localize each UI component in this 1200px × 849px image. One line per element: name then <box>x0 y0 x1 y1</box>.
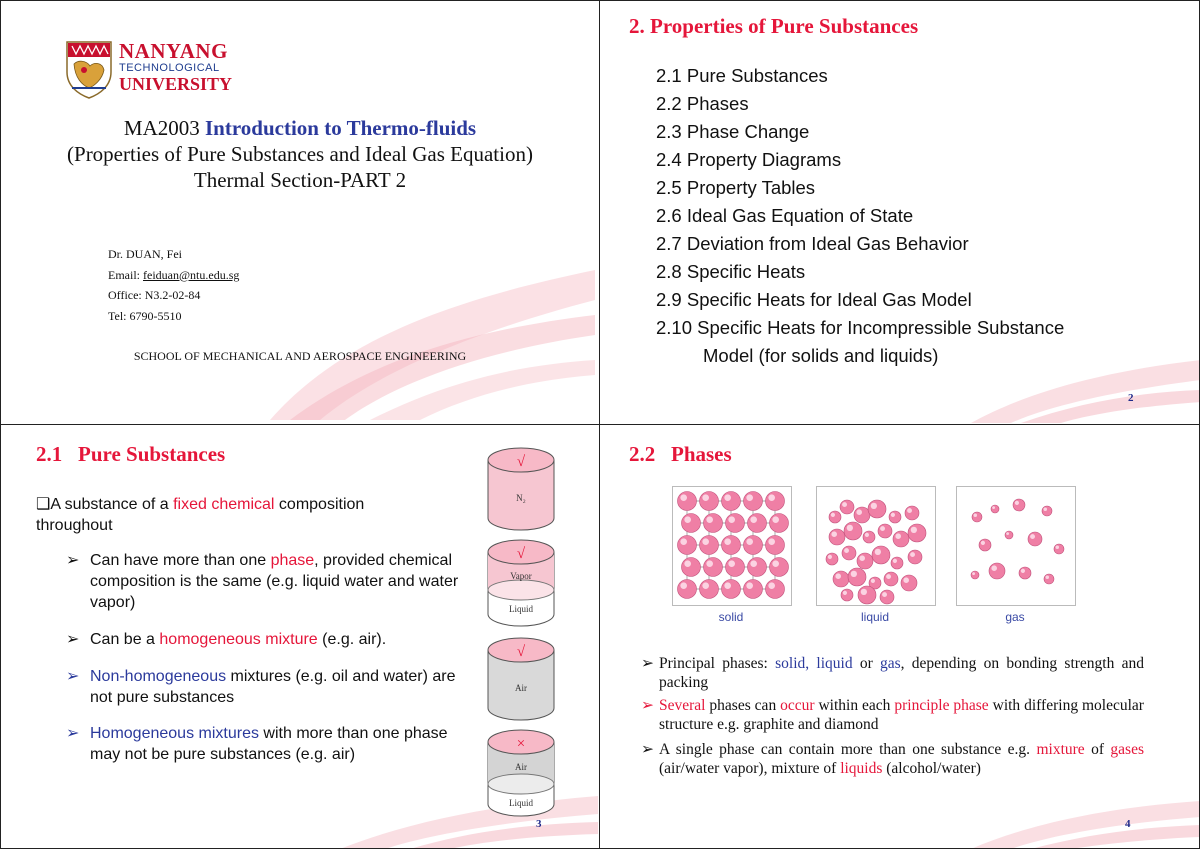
email-line <box>108 265 239 286</box>
text-run: phases can <box>705 697 781 714</box>
slide-4-phases <box>601 426 1200 849</box>
email-label: Email: <box>108 267 140 282</box>
cylinder-air-liquid <box>486 728 556 818</box>
decorative-swoosh <box>971 771 1200 849</box>
highlight-text: liquids <box>840 760 883 777</box>
check-mark: √ <box>516 546 526 562</box>
phase-label-liquid: liquid <box>860 610 890 624</box>
office-line: Office: N3.2-02-84 <box>108 288 201 302</box>
heading-text: Pure Substances <box>78 442 226 466</box>
grid-divider-horizontal <box>0 424 1200 425</box>
slide-number: 3 <box>536 818 542 830</box>
text-run: within each <box>814 697 895 714</box>
check-mark: √ <box>516 454 526 470</box>
outline-item: 2.6 Ideal Gas Equation of State <box>656 205 914 226</box>
outline-item: 2.8 Specific Heats <box>656 261 806 282</box>
outline-item: 2.9 Specific Heats for Ideal Gas Model <box>656 289 972 310</box>
ntu-logo <box>64 40 244 104</box>
heading-number: 2.2 <box>629 442 656 466</box>
sub-bullet <box>66 629 466 650</box>
course-code: MA2003 <box>123 116 200 140</box>
highlight-text: Non-homogeneous <box>90 668 227 685</box>
arrow-bullet-icon: ➢ <box>66 668 80 685</box>
text-run: A single phase can contain more than one substance e.g. <box>659 741 1037 758</box>
arrow-bullet-icon: ➢ <box>641 655 654 672</box>
heading-text: Phases <box>671 442 732 466</box>
bullet-several-phases <box>641 696 1146 734</box>
arrow-bullet-icon: ➢ <box>66 552 80 569</box>
slide-number: 4 <box>1125 818 1131 830</box>
text-run: A substance of a <box>50 496 174 513</box>
outline-item: 2.7 Deviation from Ideal Gas Behavior <box>656 233 969 254</box>
text-run: (e.g. air). <box>317 631 387 648</box>
text-run: mixtures (e.g. oil and water) are not pure substances <box>90 668 456 706</box>
sub-bullet <box>66 550 466 613</box>
cylinder-label: Vapor <box>510 571 532 581</box>
highlight-text: liquid <box>816 655 853 672</box>
ntu-crest-icon <box>64 40 114 100</box>
course-title: Introduction to Thermo-fluids <box>205 116 477 140</box>
arrow-bullet-icon: ➢ <box>66 725 80 742</box>
text-run: of <box>1084 741 1111 758</box>
decorative-swoosh <box>340 766 598 849</box>
outline-item: 2.4 Property Diagrams <box>656 149 842 170</box>
title-block <box>60 115 540 193</box>
slide-heading <box>36 442 225 467</box>
lecture-subtitle: (Properties of Pure Substances and Ideal Gas Equation) <box>67 142 533 166</box>
outline-item: 2.10 Specific Heats for Incompressible Substance <box>656 317 1065 338</box>
cylinder-label: Air <box>515 683 527 693</box>
outline-item-continuation: Model (for solids and liquids) <box>703 345 939 366</box>
arrow-bullet-icon: ➢ <box>641 697 654 714</box>
text-run: composition throughout <box>36 496 365 534</box>
highlight-text: Several <box>659 697 706 714</box>
highlight-text: occur <box>780 697 815 714</box>
cylinder-label: Liquid <box>509 798 533 808</box>
cylinder-n2 <box>486 446 556 532</box>
slide-2-outline <box>601 0 1200 423</box>
phase-label-solid: solid <box>718 610 744 624</box>
outline-item: 2.1 Pure Substances <box>656 65 828 86</box>
highlight-text: phase <box>270 552 315 569</box>
text-run: with more than one phase may not be pure substances (e.g. air) <box>90 725 448 763</box>
highlight-text: mixture <box>1036 741 1085 758</box>
cylinder-label: N₂ <box>516 493 526 503</box>
outline-item: 2.5 Property Tables <box>656 177 816 198</box>
slide-3-pure-substances <box>0 426 598 849</box>
logo-line-2: TECHNOLOGICAL <box>119 62 220 74</box>
arrow-bullet-icon: ➢ <box>66 631 80 648</box>
highlight-text: gases <box>1110 741 1144 758</box>
slide-heading: 2. Properties of Pure Substances <box>629 14 919 38</box>
bullet-principal-phases <box>641 654 1146 692</box>
text-run: or <box>852 655 880 672</box>
cylinder-vapor-liquid <box>486 538 556 628</box>
cylinder-label: Liquid <box>509 604 533 614</box>
slide-1-title <box>0 0 598 423</box>
arrow-bullet-icon: ➢ <box>641 741 654 758</box>
cylinder-air <box>486 636 556 722</box>
contact-info <box>108 244 239 326</box>
author-name: Dr. DUAN, Fei <box>108 247 182 261</box>
outline-item: 2.3 Phase Change <box>656 121 810 142</box>
gas-phase-image <box>956 486 1076 606</box>
logo-line-1: NANYANG <box>119 39 228 63</box>
text-run: , depending on bonding strength and packing <box>659 655 1145 691</box>
ntu-wordmark <box>119 41 232 93</box>
slide-number: 2 <box>1128 392 1134 404</box>
sub-bullet <box>66 666 466 708</box>
text-run: (air/water vapor), mixture of <box>659 760 841 777</box>
liquid-phase-image <box>816 486 936 606</box>
heading-number: 2.1 <box>36 442 63 466</box>
course-line <box>60 115 540 141</box>
cylinder-label: Air <box>515 762 527 772</box>
text-run: Can be a <box>90 631 160 648</box>
sub-bullet <box>66 723 466 765</box>
school-name: SCHOOL OF MECHANICAL AND AEROSPACE ENGINEERING <box>133 349 467 363</box>
outline-list <box>656 62 1064 370</box>
text-run: (alcohol/water) <box>882 760 981 777</box>
highlight-text: homogeneous mixture <box>159 631 318 648</box>
decorative-swoosh <box>250 230 595 420</box>
text-run: with differing molecular structure e.g. graphite and diamond <box>659 697 1144 733</box>
phase-label-gas: gas <box>1005 610 1025 624</box>
highlight-text: fixed chemical <box>173 496 275 513</box>
gas-molecules <box>957 487 1075 605</box>
bullet-single-phase <box>641 740 1146 778</box>
text-run: Can have more than one <box>90 552 271 569</box>
solid-phase-image <box>672 486 792 606</box>
highlight-text: solid, <box>775 655 810 672</box>
checkbox-bullet-icon: ❑ <box>36 496 51 513</box>
tel-line: Tel: 6790-5510 <box>108 308 182 323</box>
cross-mark: × <box>516 736 526 752</box>
highlight-text: Homogeneous mixtures <box>90 725 259 742</box>
outline-item: 2.2 Phases <box>656 93 749 114</box>
email-link[interactable]: feiduan@ntu.edu.sg <box>143 267 240 282</box>
text-run: , provided chemical composition is the same (e.g. liquid water and water vapor) <box>90 552 459 611</box>
bullet-definition <box>36 494 436 536</box>
section-title: Thermal Section-PART 2 <box>193 168 407 192</box>
highlight-text: principle phase <box>894 697 989 714</box>
highlight-text: gas <box>880 655 901 672</box>
logo-line-3: UNIVERSITY <box>119 74 233 94</box>
slide-heading <box>629 442 732 467</box>
solid-lattice <box>673 487 791 605</box>
liquid-molecules <box>817 487 935 605</box>
check-mark: √ <box>516 644 526 660</box>
text-run: Principal phases: <box>659 655 776 672</box>
